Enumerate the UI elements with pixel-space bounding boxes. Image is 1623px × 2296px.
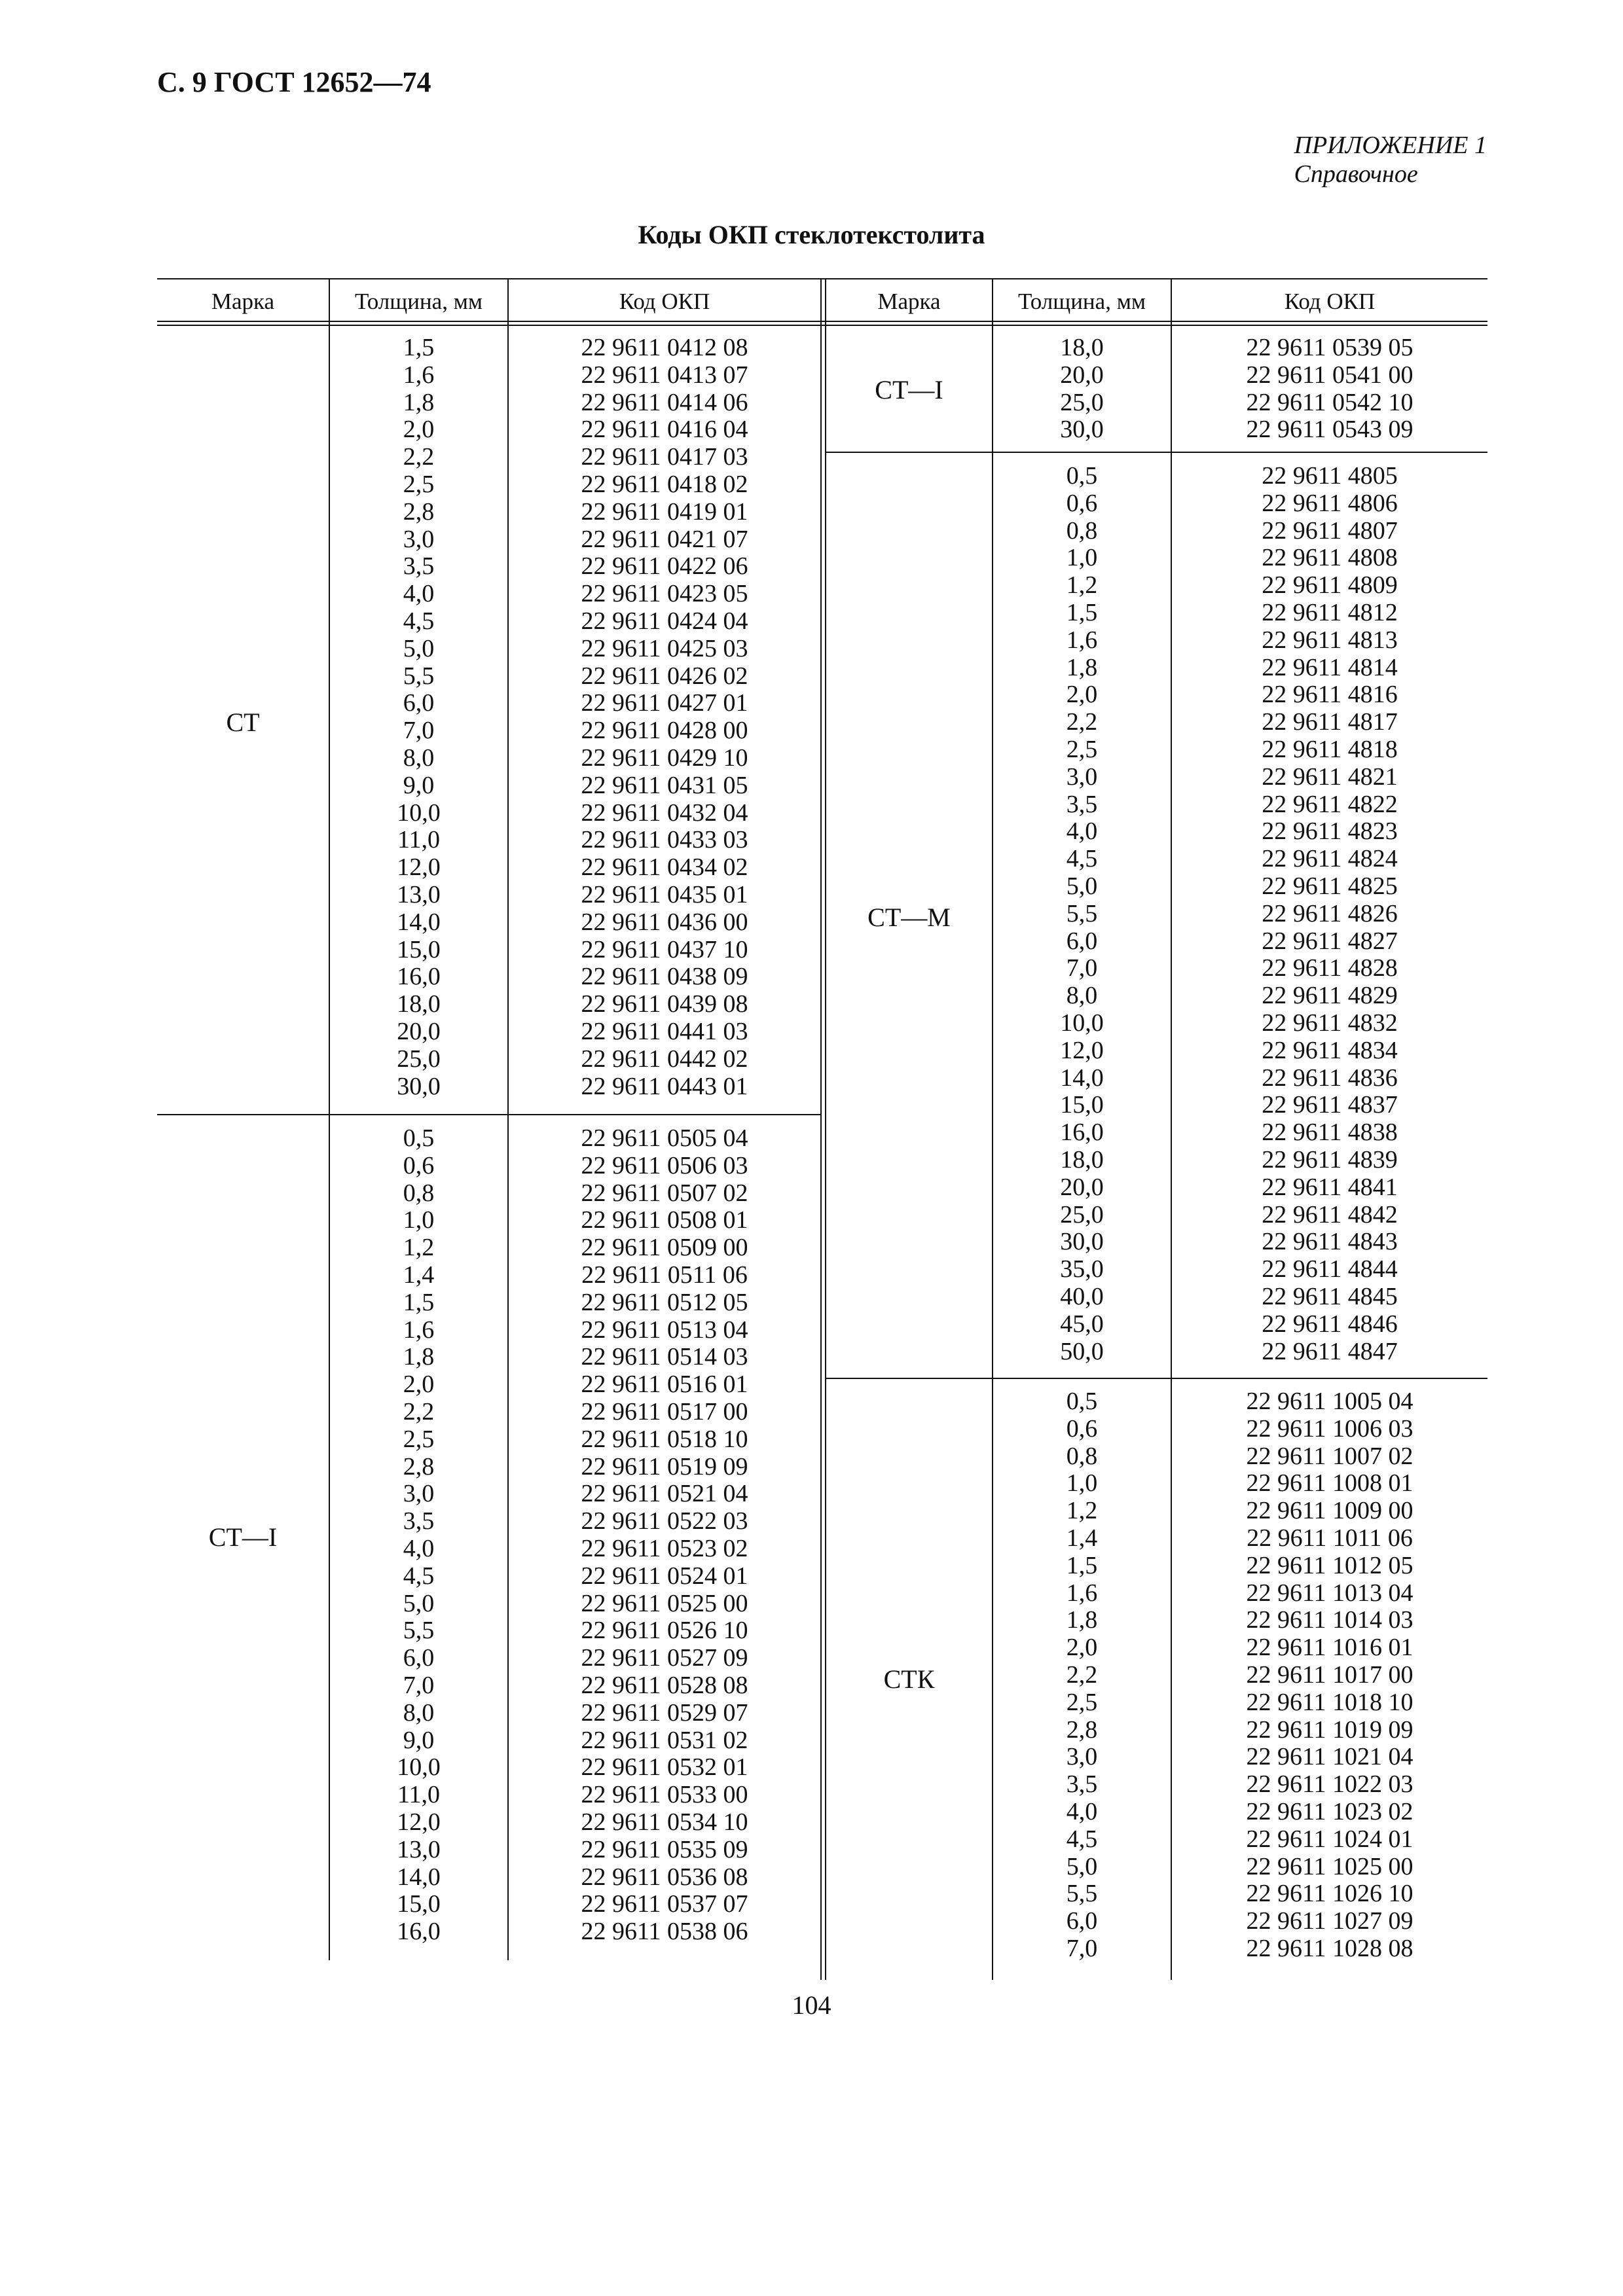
- thickness-cell: 30,0: [397, 1072, 441, 1100]
- code-cell: 22 9611 0522 03: [581, 1507, 748, 1535]
- code-cell: 22 9611 1021 04: [1246, 1743, 1413, 1771]
- thickness-cell: 3,5: [403, 552, 435, 581]
- thickness-cell: 2,5: [403, 1425, 435, 1453]
- code-cell: 22 9611 4837: [1262, 1091, 1398, 1119]
- thickness-cell: 30,0: [1060, 1228, 1104, 1256]
- code-cell: 22 9611 1013 04: [1246, 1579, 1413, 1607]
- code-cell: 22 9611 4829: [1262, 982, 1398, 1010]
- code-cell: 22 9611 4836: [1262, 1064, 1398, 1092]
- code-cell: 22 9611 0413 07: [581, 361, 748, 389]
- thickness-cell: 1,6: [1066, 626, 1098, 654]
- code-cell: 22 9611 4838: [1262, 1119, 1398, 1147]
- code-cell: 22 9611 4808: [1262, 544, 1398, 572]
- thickness-cell: 40,0: [1060, 1282, 1104, 1310]
- code-cell: 22 9611 1011 06: [1247, 1524, 1413, 1552]
- thickness-cell: 1,5: [403, 1288, 435, 1316]
- thickness-cell: 11,0: [397, 826, 441, 854]
- thickness-cell: 0,6: [1066, 489, 1098, 517]
- thickness-cell: 1,8: [403, 388, 435, 416]
- thickness-cell: 2,0: [1066, 681, 1098, 709]
- code-cell: 22 9611 0425 03: [581, 634, 748, 662]
- thickness-cell: 0,5: [1066, 1388, 1098, 1415]
- thickness-cell: 5,0: [1066, 1852, 1098, 1880]
- right-header-grade: Марка: [877, 289, 941, 314]
- code-cell: 22 9611 4834: [1262, 1036, 1398, 1064]
- thickness-cell: 8,0: [403, 1698, 435, 1727]
- thickness-cell: 25,0: [397, 1045, 441, 1073]
- thickness-cell: 25,0: [1060, 388, 1104, 416]
- code-cell: 22 9611 4806: [1262, 489, 1398, 517]
- code-cell: 22 9611 4807: [1262, 516, 1398, 545]
- thickness-cell: 16,0: [1060, 1119, 1104, 1147]
- right-group-separator-2: [826, 1378, 1487, 1379]
- st-i-cont-thickness-column: [993, 334, 1171, 444]
- thickness-cell: 9,0: [403, 1726, 435, 1754]
- appendix-label: ПРИЛОЖЕНИЕ 1: [1294, 132, 1487, 159]
- thickness-cell: 4,5: [1066, 1825, 1098, 1853]
- grade-label-st-i-left: СТ—I: [208, 1522, 278, 1552]
- code-cell: 22 9611 0437 10: [581, 935, 748, 963]
- code-cell: 22 9611 0441 03: [581, 1017, 748, 1045]
- code-cell: 22 9611 1007 02: [1246, 1442, 1413, 1470]
- thickness-cell: 2,2: [1066, 1660, 1098, 1689]
- thickness-cell: 6,0: [403, 1644, 435, 1672]
- code-cell: 22 9611 0419 01: [581, 497, 748, 526]
- thickness-cell: 45,0: [1060, 1310, 1104, 1338]
- code-cell: 22 9611 1019 09: [1246, 1715, 1413, 1744]
- code-cell: 22 9611 4828: [1262, 954, 1398, 982]
- code-cell: 22 9611 0443 01: [581, 1072, 748, 1100]
- stk-thickness-column: [993, 1388, 1171, 1963]
- thickness-cell: 18,0: [1060, 1145, 1104, 1174]
- thickness-cell: 2,2: [1066, 708, 1098, 736]
- grade-label-st: СТ: [226, 708, 260, 737]
- thickness-cell: 8,0: [403, 744, 435, 772]
- thickness-cell: 50,0: [1060, 1337, 1104, 1365]
- code-cell: 22 9611 0523 02: [581, 1534, 748, 1562]
- thickness-cell: 4,5: [403, 607, 435, 635]
- code-cell: 22 9611 0538 06: [581, 1918, 748, 1946]
- code-cell: 22 9611 0431 05: [581, 771, 748, 799]
- code-cell: 22 9611 0527 09: [581, 1644, 748, 1672]
- thickness-cell: 1,5: [1066, 1551, 1098, 1579]
- code-cell: 22 9611 0439 08: [581, 990, 748, 1018]
- thickness-cell: 20,0: [1060, 1173, 1104, 1201]
- table-top-rule: [157, 278, 1487, 279]
- thickness-cell: 1,5: [1066, 598, 1098, 626]
- thickness-cell: 1,6: [403, 361, 435, 389]
- code-cell: 22 9611 0514 03: [581, 1343, 748, 1371]
- code-cell: 22 9611 0429 10: [581, 744, 748, 772]
- code-cell: 22 9611 0436 00: [581, 908, 748, 936]
- thickness-cell: 6,0: [1066, 1907, 1098, 1935]
- thickness-cell: 2,5: [403, 470, 435, 498]
- code-cell: 22 9611 0434 02: [581, 853, 748, 882]
- code-cell: 22 9611 0442 02: [581, 1045, 748, 1073]
- thickness-cell: 10,0: [397, 1753, 441, 1782]
- thickness-cell: 30,0: [1060, 416, 1104, 444]
- code-cell: 22 9611 0536 08: [581, 1863, 748, 1891]
- thickness-cell: 1,0: [1066, 544, 1098, 572]
- code-cell: 22 9611 0517 00: [581, 1397, 748, 1426]
- code-cell: 22 9611 0506 03: [581, 1151, 748, 1179]
- thickness-cell: 2,8: [403, 497, 435, 526]
- code-cell: 22 9611 1017 00: [1246, 1660, 1413, 1689]
- code-cell: 22 9611 0543 09: [1246, 416, 1413, 444]
- code-cell: 22 9611 4822: [1262, 790, 1398, 818]
- st-i-thickness-column: [330, 1125, 507, 1946]
- st-code-column: [509, 334, 820, 1100]
- thickness-cell: 12,0: [397, 853, 441, 882]
- code-cell: 22 9611 0539 05: [1246, 334, 1413, 361]
- code-cell: 22 9611 4809: [1262, 571, 1398, 600]
- thickness-cell: 1,2: [1066, 571, 1098, 600]
- code-cell: 22 9611 0525 00: [581, 1589, 748, 1617]
- code-cell: 22 9611 4846: [1262, 1310, 1398, 1338]
- code-cell: 22 9611 0424 04: [581, 607, 748, 635]
- thickness-cell: 15,0: [397, 935, 441, 963]
- code-cell: 22 9611 0438 09: [581, 963, 748, 991]
- thickness-cell: 20,0: [397, 1017, 441, 1045]
- thickness-cell: 2,5: [1066, 1688, 1098, 1716]
- thickness-cell: 7,0: [1066, 1934, 1098, 1962]
- stk-code-column: [1172, 1388, 1487, 1963]
- code-cell: 22 9611 0416 04: [581, 416, 748, 444]
- page-number: 104: [792, 1990, 831, 2020]
- table-title: Коды ОКП стеклотекстолита: [638, 220, 985, 249]
- code-cell: 22 9611 0412 08: [581, 334, 748, 361]
- code-cell: 22 9611 0533 00: [581, 1781, 748, 1809]
- code-cell: 22 9611 4845: [1262, 1282, 1398, 1310]
- code-cell: 22 9611 1012 05: [1246, 1551, 1413, 1579]
- code-cell: 22 9611 0519 09: [581, 1452, 748, 1480]
- thickness-cell: 18,0: [397, 990, 441, 1018]
- st-i-code-column: [509, 1125, 820, 1946]
- code-cell: 22 9611 4841: [1262, 1173, 1398, 1201]
- middle-divider-b: [825, 278, 826, 1980]
- code-cell: 22 9611 4818: [1262, 735, 1398, 763]
- code-cell: 22 9611 0532 01: [581, 1753, 748, 1782]
- thickness-cell: 10,0: [397, 798, 441, 827]
- thickness-cell: 16,0: [397, 963, 441, 991]
- code-cell: 22 9611 0426 02: [581, 662, 748, 690]
- left-header-grade: Марка: [211, 289, 275, 314]
- thickness-cell: 3,0: [1066, 762, 1098, 791]
- code-cell: 22 9611 1018 10: [1246, 1688, 1413, 1716]
- code-cell: 22 9611 0417 03: [581, 443, 748, 471]
- thickness-cell: 3,5: [1066, 790, 1098, 818]
- code-cell: 22 9611 1025 00: [1246, 1852, 1413, 1880]
- st-m-code-column: [1172, 463, 1487, 1365]
- code-cell: 22 9611 1009 00: [1246, 1497, 1413, 1525]
- code-cell: 22 9611 0512 05: [581, 1288, 748, 1316]
- code-cell: 22 9611 0518 10: [581, 1425, 748, 1453]
- thickness-cell: 1,2: [1066, 1497, 1098, 1525]
- thickness-cell: 0,5: [403, 1124, 435, 1152]
- code-cell: 22 9611 1028 08: [1246, 1934, 1413, 1962]
- thickness-cell: 1,0: [1066, 1469, 1098, 1498]
- code-cell: 22 9611 0524 01: [581, 1562, 748, 1590]
- middle-divider-a: [820, 278, 822, 1980]
- thickness-cell: 14,0: [1060, 1064, 1104, 1092]
- thickness-cell: 16,0: [397, 1918, 441, 1946]
- code-cell: 22 9611 0433 03: [581, 826, 748, 854]
- thickness-cell: 4,5: [1066, 845, 1098, 873]
- code-cell: 22 9611 0535 09: [581, 1835, 748, 1863]
- left-group-separator: [157, 1114, 822, 1115]
- code-cell: 22 9611 4842: [1262, 1200, 1398, 1229]
- code-cell: 22 9611 0508 01: [581, 1206, 748, 1234]
- thickness-cell: 14,0: [397, 908, 441, 936]
- code-cell: 22 9611 4817: [1262, 708, 1398, 736]
- code-cell: 22 9611 0537 07: [581, 1890, 748, 1918]
- grade-label-st-m: СТ—М: [867, 903, 951, 932]
- code-cell: 22 9611 4839: [1262, 1145, 1398, 1174]
- code-cell: 22 9611 1006 03: [1246, 1414, 1413, 1443]
- thickness-cell: 1,0: [403, 1206, 435, 1234]
- thickness-cell: 2,0: [403, 416, 435, 444]
- thickness-cell: 1,6: [403, 1316, 435, 1344]
- code-cell: 22 9611 0414 06: [581, 388, 748, 416]
- code-cell: 22 9611 0427 01: [581, 689, 748, 717]
- thickness-cell: 4,0: [1066, 1797, 1098, 1825]
- code-cell: 22 9611 0511 06: [581, 1261, 748, 1289]
- code-cell: 22 9611 0529 07: [581, 1698, 748, 1727]
- code-cell: 22 9611 0428 00: [581, 717, 748, 745]
- thickness-cell: 3,5: [1066, 1770, 1098, 1799]
- grade-label-st-i-right: СТ—I: [875, 375, 943, 404]
- st-m-thickness-column: [993, 463, 1171, 1365]
- thickness-cell: 18,0: [1060, 334, 1104, 361]
- code-cell: 22 9611 0542 10: [1246, 388, 1413, 416]
- right-header-code: Код ОКП: [1284, 289, 1376, 314]
- thickness-cell: 4,0: [1066, 817, 1098, 846]
- thickness-cell: 2,2: [403, 443, 435, 471]
- header-bottom-rule-double: [157, 325, 1487, 326]
- thickness-cell: 5,5: [403, 662, 435, 690]
- thickness-cell: 3,5: [403, 1507, 435, 1535]
- thickness-cell: 0,8: [1066, 516, 1098, 545]
- right-group-separator-1: [826, 452, 1487, 453]
- code-cell: 22 9611 4843: [1262, 1228, 1398, 1256]
- left-header-code: Код ОКП: [619, 289, 710, 314]
- code-cell: 22 9611 4826: [1262, 899, 1398, 927]
- thickness-cell: 1,5: [403, 334, 435, 361]
- thickness-cell: 2,0: [1066, 1634, 1098, 1662]
- code-cell: 22 9611 0528 08: [581, 1671, 748, 1699]
- code-cell: 22 9611 1008 01: [1246, 1469, 1413, 1498]
- code-cell: 22 9611 0526 10: [581, 1617, 748, 1645]
- thickness-cell: 2,8: [403, 1452, 435, 1480]
- st-i-cont-code-column: [1172, 334, 1487, 444]
- thickness-cell: 14,0: [397, 1863, 441, 1891]
- code-cell: 22 9611 4823: [1262, 817, 1398, 846]
- code-cell: 22 9611 1014 03: [1246, 1606, 1413, 1634]
- code-cell: 22 9611 1027 09: [1246, 1907, 1413, 1935]
- code-cell: 22 9611 0531 02: [581, 1726, 748, 1754]
- code-cell: 22 9611 4805: [1262, 462, 1398, 490]
- thickness-cell: 5,0: [403, 634, 435, 662]
- code-cell: 22 9611 4816: [1262, 681, 1398, 709]
- left-header-thickness: Толщина, мм: [355, 289, 483, 314]
- thickness-cell: 25,0: [1060, 1200, 1104, 1229]
- thickness-cell: 9,0: [403, 771, 435, 799]
- thickness-cell: 13,0: [397, 1835, 441, 1863]
- thickness-cell: 2,8: [1066, 1715, 1098, 1744]
- thickness-cell: 3,0: [403, 1480, 435, 1508]
- code-cell: 22 9611 0435 01: [581, 880, 748, 908]
- code-cell: 22 9611 1023 02: [1246, 1797, 1413, 1825]
- code-cell: 22 9611 0432 04: [581, 798, 748, 827]
- code-cell: 22 9611 0418 02: [581, 470, 748, 498]
- code-cell: 22 9611 0513 04: [581, 1316, 748, 1344]
- code-cell: 22 9611 4821: [1262, 762, 1398, 791]
- thickness-cell: 7,0: [403, 717, 435, 745]
- page-header: С. 9 ГОСТ 12652—74: [157, 66, 431, 98]
- st-thickness-column: [330, 334, 507, 1100]
- thickness-cell: 12,0: [397, 1808, 441, 1836]
- code-cell: 22 9611 0507 02: [581, 1179, 748, 1207]
- thickness-cell: 5,0: [403, 1589, 435, 1617]
- code-cell: 22 9611 0423 05: [581, 580, 748, 608]
- thickness-cell: 15,0: [1060, 1091, 1104, 1119]
- code-cell: 22 9611 4844: [1262, 1255, 1398, 1283]
- code-cell: 22 9611 4814: [1262, 653, 1398, 681]
- thickness-cell: 35,0: [1060, 1255, 1104, 1283]
- thickness-cell: 3,0: [403, 525, 435, 553]
- thickness-cell: 4,5: [403, 1562, 435, 1590]
- thickness-cell: 2,5: [1066, 735, 1098, 763]
- thickness-cell: 2,2: [403, 1397, 435, 1426]
- thickness-cell: 1,4: [1066, 1524, 1098, 1552]
- right-header-thickness: Толщина, мм: [1018, 289, 1146, 314]
- thickness-cell: 7,0: [403, 1671, 435, 1699]
- code-cell: 22 9611 4827: [1262, 927, 1398, 955]
- thickness-cell: 1,2: [403, 1234, 435, 1262]
- code-cell: 22 9611 4825: [1262, 872, 1398, 900]
- code-cell: 22 9611 0521 04: [581, 1480, 748, 1508]
- code-cell: 22 9611 0422 06: [581, 552, 748, 581]
- thickness-cell: 10,0: [1060, 1009, 1104, 1037]
- thickness-cell: 5,5: [1066, 1880, 1098, 1908]
- thickness-cell: 6,0: [1066, 927, 1098, 955]
- code-cell: 22 9611 1026 10: [1246, 1880, 1413, 1908]
- thickness-cell: 4,0: [403, 580, 435, 608]
- thickness-cell: 1,8: [1066, 1606, 1098, 1634]
- code-cell: 22 9611 0516 01: [581, 1371, 748, 1399]
- code-cell: 22 9611 0505 04: [581, 1124, 748, 1152]
- code-cell: 22 9611 1005 04: [1246, 1388, 1413, 1415]
- code-cell: 22 9611 0509 00: [581, 1234, 748, 1262]
- thickness-cell: 0,5: [1066, 462, 1098, 490]
- code-cell: 22 9611 1024 01: [1246, 1825, 1413, 1853]
- code-cell: 22 9611 0541 00: [1246, 361, 1413, 389]
- code-cell: 22 9611 1016 01: [1246, 1634, 1413, 1662]
- code-cell: 22 9611 4824: [1262, 845, 1398, 873]
- thickness-cell: 4,0: [403, 1534, 435, 1562]
- thickness-cell: 1,8: [1066, 653, 1098, 681]
- grade-label-stk: СТК: [883, 1664, 935, 1694]
- appendix-label-block: [1294, 131, 1487, 188]
- thickness-cell: 5,5: [403, 1617, 435, 1645]
- thickness-cell: 20,0: [1060, 361, 1104, 389]
- thickness-cell: 1,8: [403, 1343, 435, 1371]
- thickness-cell: 6,0: [403, 689, 435, 717]
- thickness-cell: 5,0: [1066, 872, 1098, 900]
- thickness-cell: 0,8: [1066, 1442, 1098, 1470]
- code-cell: 22 9611 4812: [1262, 598, 1398, 626]
- thickness-cell: 0,6: [1066, 1414, 1098, 1443]
- thickness-cell: 2,0: [403, 1371, 435, 1399]
- appendix-kind: Справочное: [1294, 160, 1418, 188]
- thickness-cell: 8,0: [1066, 982, 1098, 1010]
- thickness-cell: 0,8: [403, 1179, 435, 1207]
- code-cell: 22 9611 0534 10: [581, 1808, 748, 1836]
- thickness-cell: 1,6: [1066, 1579, 1098, 1607]
- code-cell: 22 9611 0421 07: [581, 525, 748, 553]
- thickness-cell: 7,0: [1066, 954, 1098, 982]
- thickness-cell: 0,6: [403, 1151, 435, 1179]
- thickness-cell: 3,0: [1066, 1743, 1098, 1771]
- thickness-cell: 15,0: [397, 1890, 441, 1918]
- thickness-cell: 5,5: [1066, 899, 1098, 927]
- thickness-cell: 13,0: [397, 880, 441, 908]
- code-cell: 22 9611 1022 03: [1246, 1770, 1413, 1799]
- code-cell: 22 9611 4813: [1262, 626, 1398, 654]
- code-cell: 22 9611 4847: [1262, 1337, 1398, 1365]
- code-cell: 22 9611 4832: [1262, 1009, 1398, 1037]
- thickness-cell: 12,0: [1060, 1036, 1104, 1064]
- header-bottom-rule: [157, 321, 1487, 322]
- thickness-cell: 1,4: [403, 1261, 435, 1289]
- thickness-cell: 11,0: [397, 1781, 441, 1809]
